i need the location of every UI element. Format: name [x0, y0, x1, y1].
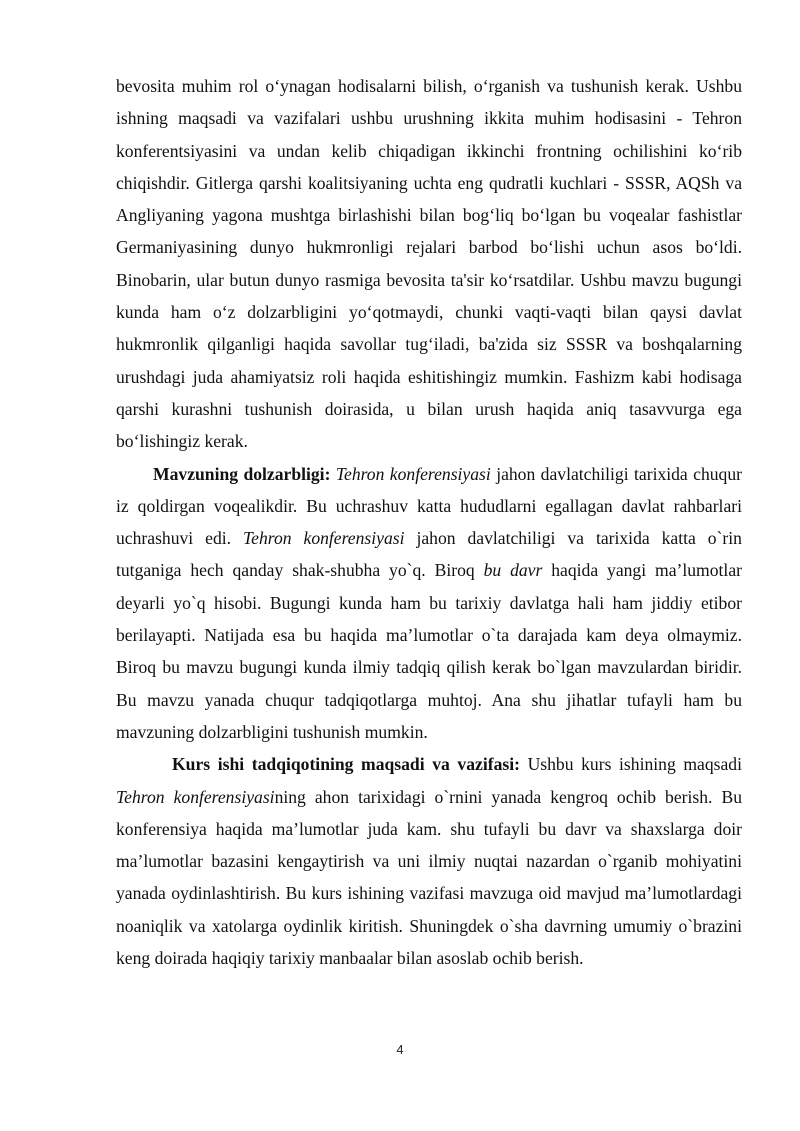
paragraph-goals: [116, 748, 742, 974]
relevance-text-3: haqida yangi ma’lumotlar deyarli yo`q hisobi. Bugungi kunda ham bu tarixiy davlatga hali ham jiddiy etibor berilayapti. Natijada esa bu haqida ma’lumotlar o`ta darajada kam deya olmaymiz. Biroq bu mavzu bugungi kunda ilmiy tadqiq qilish kerak bo`lgan mavzulardan biridir. Bu mavzu yanada chuqur tadqiqotlarga muhtoj. Ana shu jihatlar tufayli ham bu mavzuning dolzarbligini tushunish mumkin.: [116, 560, 742, 742]
relevance-heading: Mavzuning dolzarbligi:: [153, 463, 331, 484]
goals-heading: Kurs ishi tadqiqotining maqsadi va vazifasi:: [172, 754, 520, 775]
paragraph-relevance: [116, 458, 742, 749]
goals-italic-1: Tehron konferensiyasi: [116, 786, 275, 807]
relevance-italic-3: bu davr: [483, 560, 543, 581]
relevance-text-2: jahon davlatchiligi va tarixida katta o`rin tutganiga hech qanday shak-shubha yo`q. Biroq: [116, 528, 742, 581]
goals-text-1: Ushbu kurs ishining maqsadi: [527, 754, 742, 775]
body-text: [116, 70, 742, 974]
paragraph-intro-text: bevosita muhim rol o‘ynagan hodisalarni bilish, o‘rganish va tushunish kerak. Ushbu ishning maqsadi va vazifalari ushbu urushning ikkita muhim hodisasini - Tehron konferentsiyasini va undan kelib chiqadigan ikkinchi frontning ochilishini ko‘rib chiqishdir. Gitlerga qarshi koalitsiyaning uchta eng qudratli kuchlari - SSSR, AQSh va Angliyaning yagona mushtga birlashishi bilan bog‘liq bo‘lgan bu voqealar fashistlar Germaniyasining dunyo hukmronligi rejalari barbod bo‘lishi uchun asos bo‘ldi. Binobarin, ular butun dunyo rasmiga bevosita ta'sir ko‘rsatdilar. Ushbu mavzu bugungi kunda ham o‘z dolzarbligini yo‘qotmaydi, chunki vaqti-vaqti bilan qaysi davlat hukmronlik qilganligi haqida savollar tug‘iladi, ba'zida siz SSSR va boshqalarning urushdagi juda ahamiyatsiz roli haqida eshitishingiz mumkin. Fashizm kabi hodisaga qarshi kurashni tushunish doirasida, u bilan urush haqida aniq tasavvurga ega bo‘lishingiz kerak.: [116, 76, 742, 452]
relevance-italic-2: Tehron konferensiyasi: [243, 528, 405, 549]
relevance-text-1: jahon davlatchiligi tarixida chuqur iz qoldirgan voqealikdir. Bu uchrashuv katta hududlarni egallagan davlat rahbarlari uchrashuvi edi.: [116, 463, 742, 549]
relevance-italic-1: Tehron konferensiyasi: [335, 463, 491, 484]
paragraph-intro: [116, 70, 742, 458]
page-number: 4: [396, 1042, 404, 1057]
goals-text-2: ning ahon tarixidagi o`rnini yanada kengroq ochib berish. Bu konferensiya haqida ma’lumotlar juda kam. shu tufayli bu davr va shaxslarga doir ma’lumotlar bazasini kengaytirish va uni ilmiy nuqtai nazardan o`rganib mohiyatini yanada oydinlashtirish. Bu kurs ishining vazifasi mavzuga oid mavjud ma’lumotlardagi noaniqlik va xatolarga oydinlik kiritish. Shuningdek o`sha davrning umumiy o`brazini keng doirada haqiqiy tarixiy manbaalar bilan asoslab ochib berish.: [116, 786, 742, 969]
